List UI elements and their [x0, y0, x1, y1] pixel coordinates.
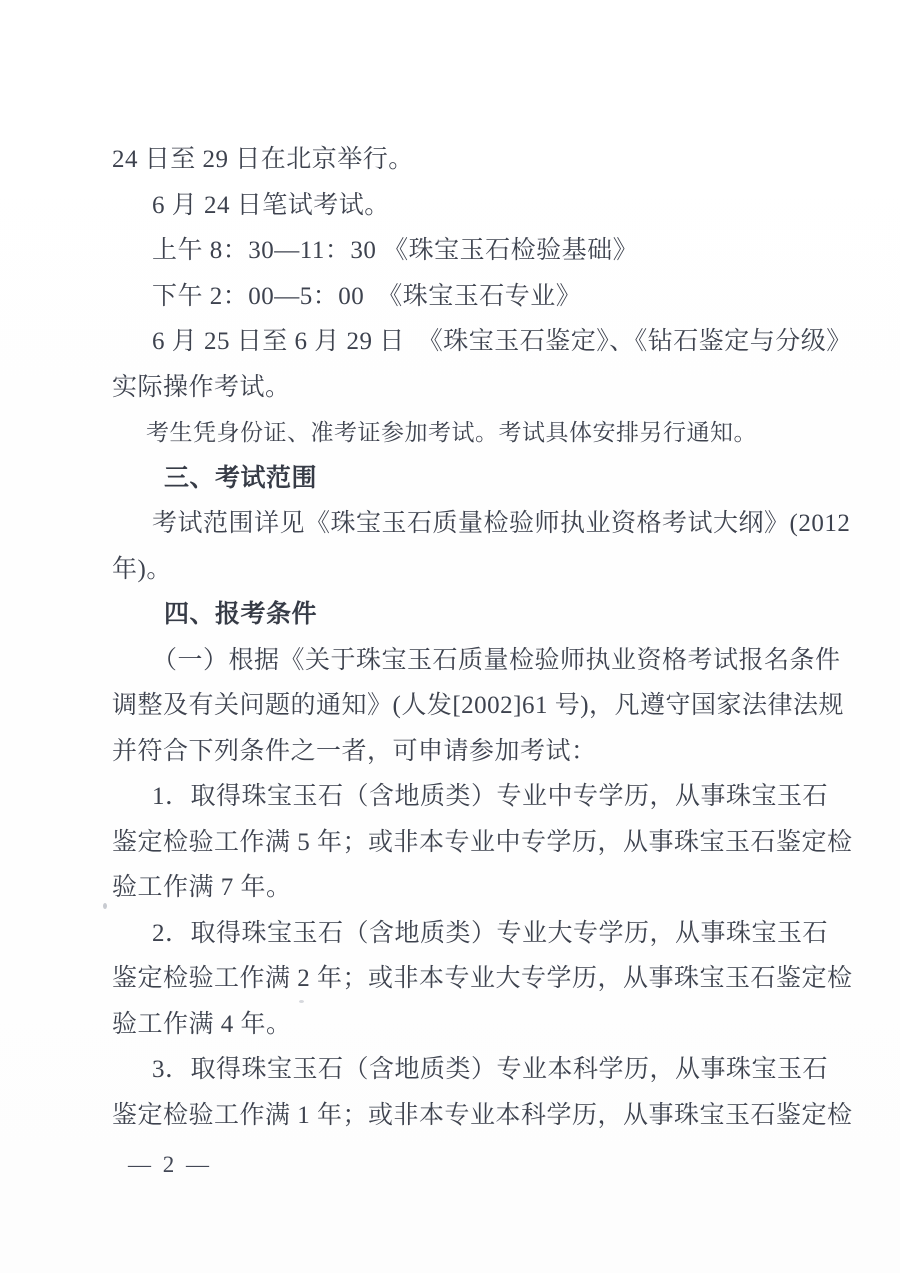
text-line: 年)。 [112, 555, 172, 583]
text-line: 24 日至 29 日在北京举行。 [112, 146, 414, 173]
text-line: 考试范围详见《珠宝玉石质量检验师执业资格考试大纲》(2012 [152, 510, 851, 537]
scan-artifact [103, 903, 107, 909]
section-heading-application-requirements: 四、报考条件 [164, 600, 318, 628]
section-heading-exam-scope: 三、考试范围 [164, 463, 318, 492]
scan-artifact [299, 1000, 304, 1003]
document-body [112, 137, 853, 1138]
text-line: 6 月 25 日至 6 月 29 日 《珠宝玉石鉴定》、《钻石鉴定与分级》 [152, 328, 852, 355]
text-line: 验工作满 4 年。 [112, 1010, 292, 1038]
text-line: （一）根据《关于珠宝玉石质量检验师执业资格考试报名条件 [152, 646, 841, 674]
text-line: 3．取得珠宝玉石（含地质类）专业本科学历，从事珠宝玉石 [152, 1056, 829, 1083]
text-line: 鉴定检验工作满 2 年；或非本专业大专学历，从事珠宝玉石鉴定检 [112, 965, 853, 992]
text-line: 1．取得珠宝玉石（含地质类）专业中专学历，从事珠宝玉石 [152, 783, 829, 810]
text-line: 调整及有关问题的通知》(人发[2002]61 号)，凡遵守国家法律法规 [112, 692, 845, 719]
text-line: 6 月 24 日笔试考试。 [152, 191, 390, 219]
text-line: 并符合下列条件之一者，可申请参加考试： [112, 737, 597, 765]
text-line: 下午 2：00—5：00 《珠宝玉石专业》 [152, 282, 582, 310]
text-line: 考生凭身份证、准考证参加考试。考试具体安排另行通知。 [146, 420, 757, 445]
text-line: 鉴定检验工作满 1 年；或非本专业本科学历，从事珠宝玉石鉴定检 [112, 1101, 853, 1129]
text-line: 实际操作考试。 [112, 373, 291, 401]
text-line: 上午 8：30—11：30 《珠宝玉石检验基础》 [152, 237, 639, 264]
text-line: 2．取得珠宝玉石（含地质类）专业大专学历，从事珠宝玉石 [152, 919, 829, 947]
page-number: — 2 — [128, 1152, 212, 1177]
text-line: 鉴定检验工作满 5 年；或非本专业中专学历，从事珠宝玉石鉴定检 [112, 828, 853, 856]
text-line: 验工作满 7 年。 [112, 874, 292, 901]
